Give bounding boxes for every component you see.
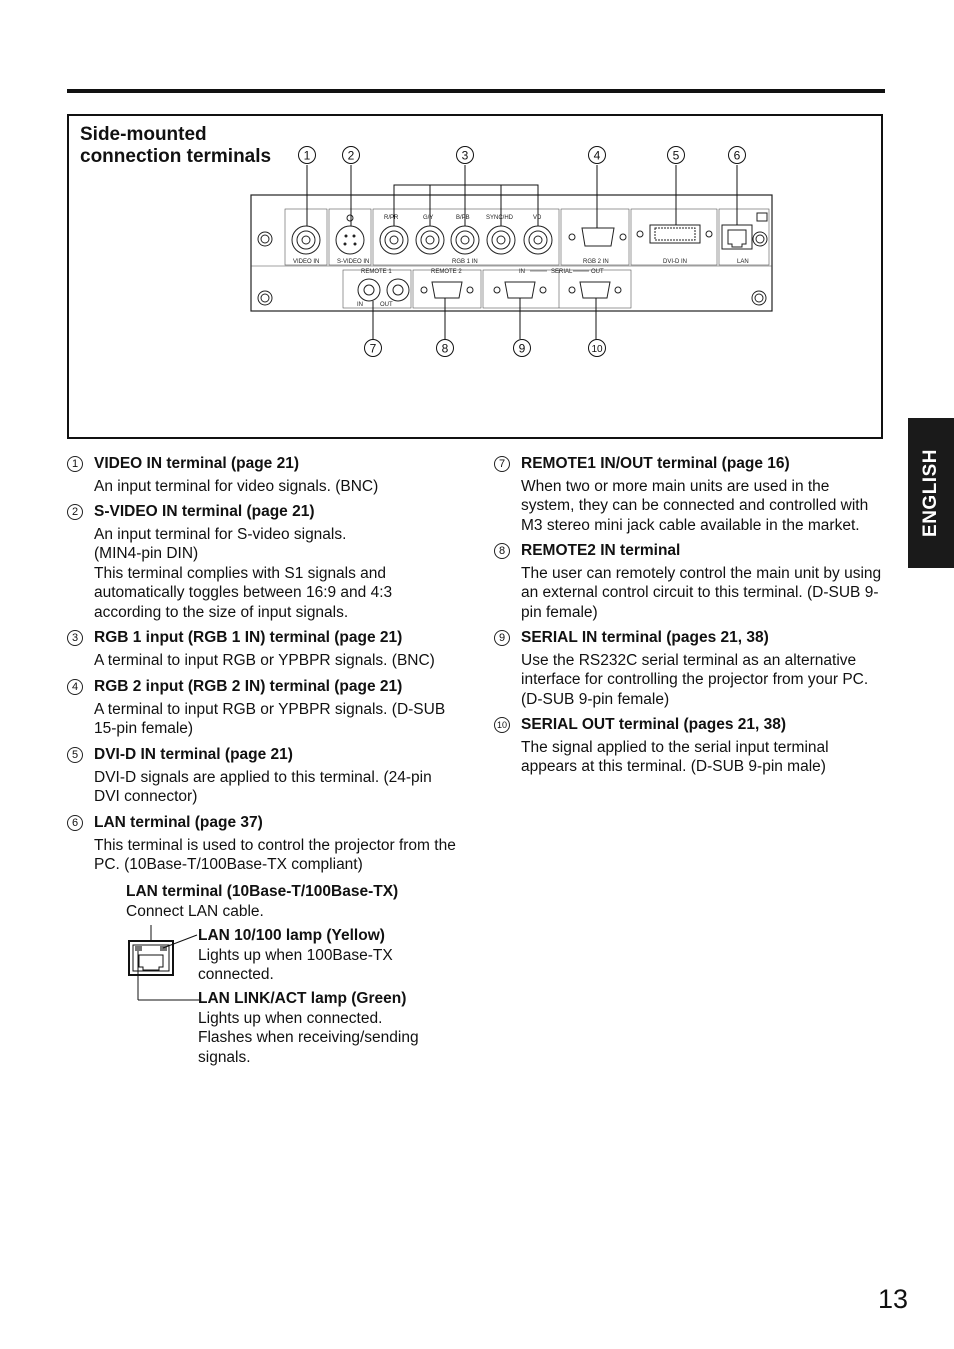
item-heading: SERIAL IN terminal (pages 21, 38) [521,629,769,646]
lan-terminal-body: Connect LAN cable. [126,902,264,920]
left-item-5 [71,745,456,807]
label-sync-hd: SYNC/HD [486,215,514,221]
item-number-badge: 9 [494,630,510,646]
label-video-in: VIDEO IN [293,259,320,265]
lan-lamp-green-body: Lights up when connected. Flashes when receiving/sending signals. [198,1009,419,1066]
left-item-2 [71,502,456,622]
language-tab-label: ENGLISH [920,449,941,537]
svg-text:9: 9 [518,341,526,356]
label-rgb1-in: RGB 1 IN [452,259,478,265]
lan-terminal-note [126,882,446,921]
item-description: An input terminal for S-video signals. (MIN4-pin DIN) This terminal complies with S1 signals and automatically toggles between 16:9 and 4:3 according to the size of input signals. [94,525,393,621]
label-serial-in: IN [519,269,525,275]
label-serial-out: OUT [591,269,604,275]
label-jack-out: OUT [380,302,393,308]
right-item-8 [498,541,886,622]
item-description: An input terminal for video signals. (BNC) [94,477,379,495]
item-heading: VIDEO IN terminal (page 21) [94,455,299,472]
item-number-badge: 3 [67,630,83,646]
label-r-pr: R/PR [384,215,399,221]
callout-6 [729,147,746,164]
callout-8 [437,340,454,357]
callout-1 [299,147,316,164]
label-serial: SERIAL [551,269,573,275]
item-heading: LAN terminal (page 37) [94,814,263,831]
svg-text:4: 4 [593,148,601,163]
lan-lamp-green-head: LAN LINK/ACT lamp (Green) [198,990,407,1007]
lan-lamp-yellow-note [198,926,448,985]
item-number-badge: 2 [67,504,83,520]
svg-text:3: 3 [461,148,469,163]
item-description: A terminal to input RGB or YPBPR signals. (D-SUB 15-pin female) [94,700,446,737]
label-jack-in: IN [357,302,363,308]
item-description: The signal applied to the serial input terminal appears at this terminal. (D-SUB 9-pin male) [521,738,829,775]
left-item-4 [71,677,456,739]
lan-port-closeup-icon [125,925,205,1005]
callout-5 [668,147,685,164]
label-vd: VD [533,215,542,221]
svg-text:5: 5 [672,148,680,163]
item-number-badge: 8 [494,543,510,559]
callout-2 [343,147,360,164]
item-description: This terminal is used to control the projector from the PC. (10Base-T/100Base-TX compliant) [94,836,456,873]
item-description: DVI-D signals are applied to this terminal. (24-pin DVI connector) [94,768,432,805]
item-description: The user can remotely control the main unit by using an external control circuit to this terminal. (D-SUB 9-pin female) [521,564,882,621]
item-heading: RGB 2 input (RGB 2 IN) terminal (page 21) [94,678,403,695]
svg-text:10: 10 [591,344,603,355]
language-tab [908,418,954,568]
label-remote1: REMOTE 1 [361,269,392,275]
item-heading: RGB 1 input (RGB 1 IN) terminal (page 21) [94,629,403,646]
item-heading: REMOTE2 IN terminal [521,542,681,559]
item-number-badge: 6 [67,815,83,831]
left-item-6 [71,813,456,875]
figure-title-line1: Side-mounted [80,124,207,145]
item-heading: DVI-D IN terminal (page 21) [94,746,293,763]
right-item-10 [496,715,886,777]
item-description: A terminal to input RGB or YPBPR signals. (BNC) [94,651,435,669]
item-heading: SERIAL OUT terminal (pages 21, 38) [521,716,787,733]
item-number-badge: 10 [494,717,510,733]
right-item-9 [498,628,886,709]
lan-lamp-yellow-head: LAN 10/100 lamp (Yellow) [198,927,385,944]
svg-text:1: 1 [303,148,311,163]
item-number-badge: 7 [494,456,510,472]
callout-3 [457,147,474,164]
label-g-y: G/Y [423,215,434,221]
left-item-3 [71,628,456,670]
label-s-video-in: S-VIDEO IN [337,259,370,265]
item-description: When two or more main units are used in the system, they can be connected and controlled with M3 stereo mini jack cable available in the market. [521,477,869,534]
item-number-badge: 1 [67,456,83,472]
item-heading: S-VIDEO IN terminal (page 21) [94,503,315,520]
item-description: Use the RS232C serial terminal as an alternative interface for controlling the projector from your PC. (D-SUB 9-pin female) [521,651,869,708]
callout-7 [365,340,382,357]
label-rgb2-in: RGB 2 IN [583,259,609,265]
terminal-panel-diagram [0,0,954,450]
item-heading: REMOTE1 IN/OUT terminal (page 16) [521,455,790,472]
item-number-badge: 5 [67,747,83,763]
callout-4 [589,147,606,164]
lan-terminal-head: LAN terminal (10Base-T/100Base-TX) [126,883,399,900]
figure-title-line2: connection terminals [80,146,272,167]
page-number: 13 [878,1284,909,1314]
svg-text:8: 8 [441,341,449,356]
right-item-7 [498,454,886,535]
label-b-pb: B/PB [456,215,470,221]
label-remote2: REMOTE 2 [431,269,462,275]
label-dvi-d-in: DVI-D IN [663,259,687,265]
svg-text:7: 7 [369,341,377,356]
svg-text:2: 2 [347,148,355,163]
label-lan: LAN [737,259,749,265]
svg-text:6: 6 [733,148,741,163]
left-item-1 [71,454,456,496]
item-number-badge: 4 [67,679,83,695]
lan-lamp-yellow-body: Lights up when 100Base-TX connected. [198,946,393,983]
callout-9 [514,340,531,357]
callout-10 [589,340,606,357]
lan-lamp-green-note [198,989,448,1067]
